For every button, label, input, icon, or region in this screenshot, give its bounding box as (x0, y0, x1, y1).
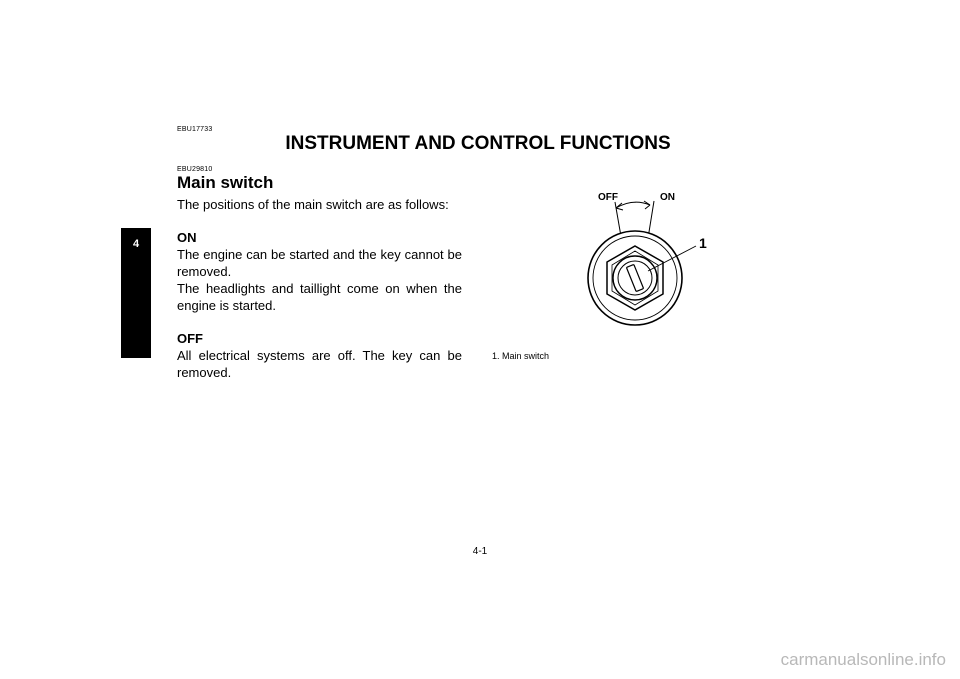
off-paragraph: All electrical systems are off. The key can be removed. (177, 348, 462, 380)
callout-number: 1 (699, 235, 707, 251)
chapter-title: INSTRUMENT AND CONTROL FUNCTIONS (285, 133, 671, 154)
section-code: EBU29810 (177, 166, 213, 173)
on-paragraph-2: The headlights and taillight come on when the engine is started. (177, 281, 462, 313)
section-title: Main switch (177, 173, 274, 192)
off-heading: OFF (177, 331, 203, 346)
on-heading: ON (177, 230, 197, 245)
chapter-tab-number: 4 (132, 238, 140, 250)
label-off: OFF (598, 192, 618, 203)
chapter-code: EBU17733 (177, 126, 213, 133)
body-text (177, 196, 462, 381)
main-switch-illustration (560, 188, 710, 338)
intro-paragraph: The positions of the main switch are as follows: (177, 197, 449, 212)
watermark-text: carmanualsonline.info (780, 650, 946, 669)
main-switch-figure (560, 188, 710, 338)
page-number: 4-1 (472, 546, 488, 557)
on-paragraph-1: The engine can be started and the key cannot be removed. (177, 247, 462, 279)
label-on: ON (660, 192, 675, 203)
chapter-tab (121, 228, 151, 358)
figure-caption: 1. Main switch (492, 351, 550, 361)
